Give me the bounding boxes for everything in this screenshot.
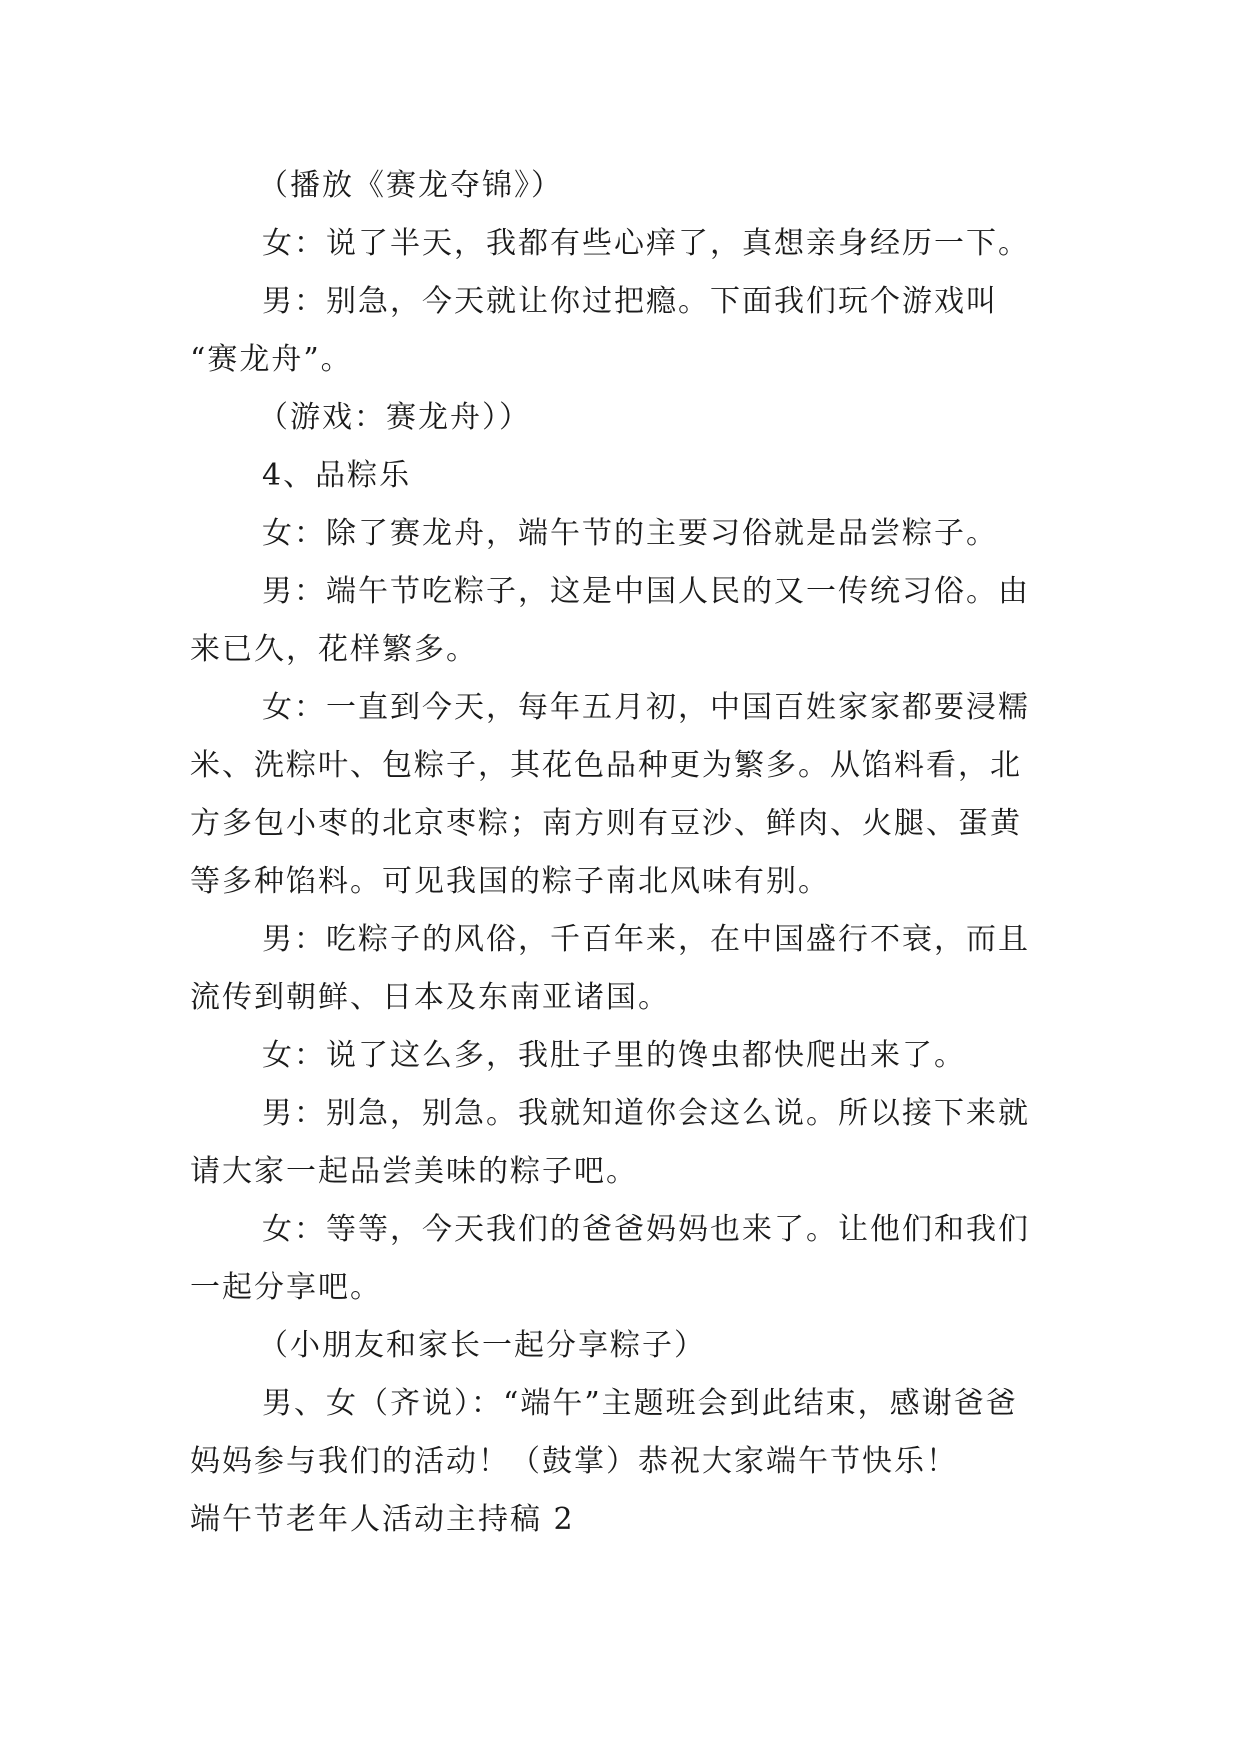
dialogue-line: 男：端午节吃粽子，这是中国人民的又一传统习俗。由 [262,574,1030,609]
dialogue-line: 女：说了这么多，我肚子里的馋虫都快爬出来了。 [262,1038,966,1073]
dialogue-line: 女：除了赛龙舟，端午节的主要习俗就是品尝粽子。 [262,516,998,551]
section-heading: 4、品粽乐 [262,458,412,493]
dialogue-continuation: 米、洗粽叶、包粽子，其花色品种更为繁多。从馅料看，北 [190,748,1022,783]
dialogue-line: 女：一直到今天，每年五月初，中国百姓家家都要浸糯 [262,690,1030,725]
dialogue-line: 女：说了半天，我都有些心痒了，真想亲身经历一下。 [262,226,1030,261]
dialogue-line: 女：等等，今天我们的爸爸妈妈也来了。让他们和我们 [262,1212,1030,1247]
dialogue-line: 男：别急，今天就让你过把瘾。下面我们玩个游戏叫 [262,284,998,319]
dialogue-continuation: 方多包小枣的北京枣粽；南方则有豆沙、鲜肉、火腿、蛋黄 [190,806,1022,841]
dialogue-continuation: 流传到朝鲜、日本及东南亚诸国。 [190,980,670,1015]
document-title: 端午节老年人活动主持稿 2 [190,1502,575,1537]
stage-direction: （播放《赛龙夺锦》） [258,168,563,203]
dialogue-line: 男：吃粽子的风俗，千百年来，在中国盛行不衰，而且 [262,922,1030,957]
dialogue-continuation: 等多种馅料。可见我国的粽子南北风味有别。 [190,864,830,899]
dialogue-continuation: “赛龙舟”。 [190,342,353,377]
dialogue-continuation: 一起分享吧。 [190,1270,382,1305]
dialogue-line: 男、女（齐说）：“端午”主题班会到此结束，感谢爸爸 [262,1386,1018,1421]
dialogue-continuation: 请大家一起品尝美味的粽子吧。 [190,1154,638,1189]
stage-direction: （小朋友和家长一起分享粽子） [258,1328,706,1363]
dialogue-continuation: 来已久，花样繁多。 [190,632,478,667]
dialogue-line: 男：别急，别急。我就知道你会这么说。所以接下来就 [262,1096,1030,1131]
dialogue-continuation: 妈妈参与我们的活动！（鼓掌）恭祝大家端午节快乐！ [190,1444,958,1479]
stage-direction: （游戏：赛龙舟）） [258,400,531,435]
